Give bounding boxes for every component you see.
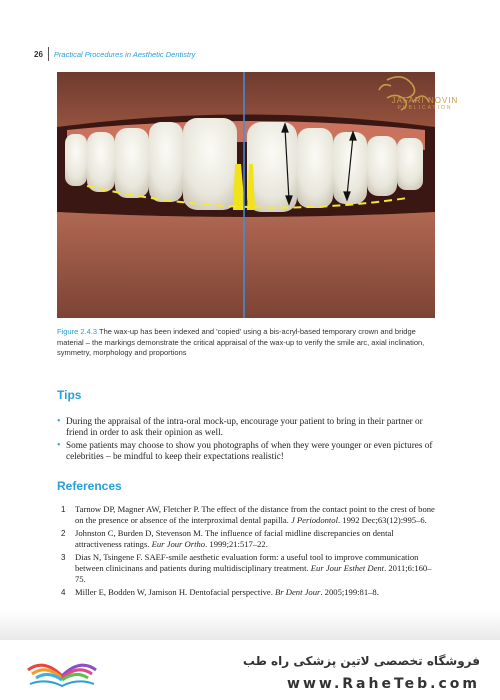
reference-text: Miller E, Bodden W, Jamison H. Dentofacial perspective. <box>75 586 273 597</box>
reference-number: 4 <box>61 587 66 597</box>
figure-label: Figure 2.4.3 <box>57 327 98 336</box>
reference-item <box>57 587 441 598</box>
reference-number: 1 <box>61 505 66 514</box>
reference-journal: Eur Jour Esthet Dent <box>310 563 385 574</box>
reference-item <box>57 552 441 586</box>
reference-item <box>57 504 441 526</box>
reference-text: Dias N, Tsingene F. SAEF-smile aesthetic evaluation form: a useful tool to improve communication between clinicinans and patients during multidisciplinary treatment. <box>75 551 419 574</box>
tip-item <box>57 440 439 462</box>
reference-number: 2 <box>61 528 66 538</box>
bullet-icon: • <box>57 416 61 427</box>
reference-number: 3 <box>61 552 66 562</box>
tip-text: During the appraisal of the intra-oral mock-up, encourage your patient to bring in their partner or friend in order to ask their opinion as well. <box>66 416 423 437</box>
tips-heading: Tips <box>57 388 82 402</box>
reference-text: Tarnow DP, Magner AW, Fletcher P. The effect of the distance from the contact point to the crest of bone on the presence or absence of the interproximal dental papilla. <box>75 504 435 526</box>
references-list <box>57 504 441 600</box>
running-title: Practical Procedures in Aesthetic Dentistry <box>53 49 196 59</box>
tips-list <box>57 416 439 464</box>
page-number: 26 <box>34 49 43 59</box>
reference-item <box>57 528 441 550</box>
tip-text: Some patients may choose to show you photographs of when they were younger or even pictures of celebrities – be mindful to keep their expectations realistic! <box>66 440 433 461</box>
footer-url[interactable]: www.RaheTeb.com <box>287 676 480 692</box>
reference-tail: . 1999;21:517–22. <box>205 539 268 550</box>
reference-journal: J Periodontol <box>290 515 338 526</box>
figure-caption-text: The wax-up has been indexed and 'copied' using a bis-acryl-based temporary crown and bridge material – the markings demonstrate the critical appraisal of the wax-up to verify the smile arc, axial inclination, symmetry, morphology and proportions <box>57 327 425 357</box>
tip-item <box>57 416 439 438</box>
footer-store-name: فروشگاه تخصصی لاتین پزشکی راه طب <box>242 654 480 668</box>
references-heading: References <box>57 479 122 493</box>
header-divider <box>48 47 49 61</box>
reference-tail: . 2005;199:81–8. <box>320 586 379 597</box>
reference-text: Johnston C, Burden D, Stevenson M. The influence of facial midline discrepancies on dental attractiveness ratings. <box>75 527 394 550</box>
reference-tail: . 2011;6:160–75. <box>75 563 432 585</box>
bullet-icon: • <box>57 440 61 451</box>
publisher-subtitle: PUBLICATION <box>397 105 453 111</box>
smile-photo <box>57 72 435 318</box>
reference-journal: Br Dent Jour <box>275 586 321 597</box>
reference-journal: Eur Jour Ortho <box>151 539 206 550</box>
footer-shade <box>0 610 500 642</box>
reference-tail: . 1992 Dec;63(12):995–6. <box>338 515 427 526</box>
page-header <box>34 46 195 62</box>
publisher-watermark <box>380 96 470 111</box>
book-rainbow-logo <box>22 648 102 696</box>
lower-lip <box>57 212 435 318</box>
figure-caption <box>57 327 437 359</box>
publisher-name: JAFARI NOVIN <box>391 96 459 105</box>
